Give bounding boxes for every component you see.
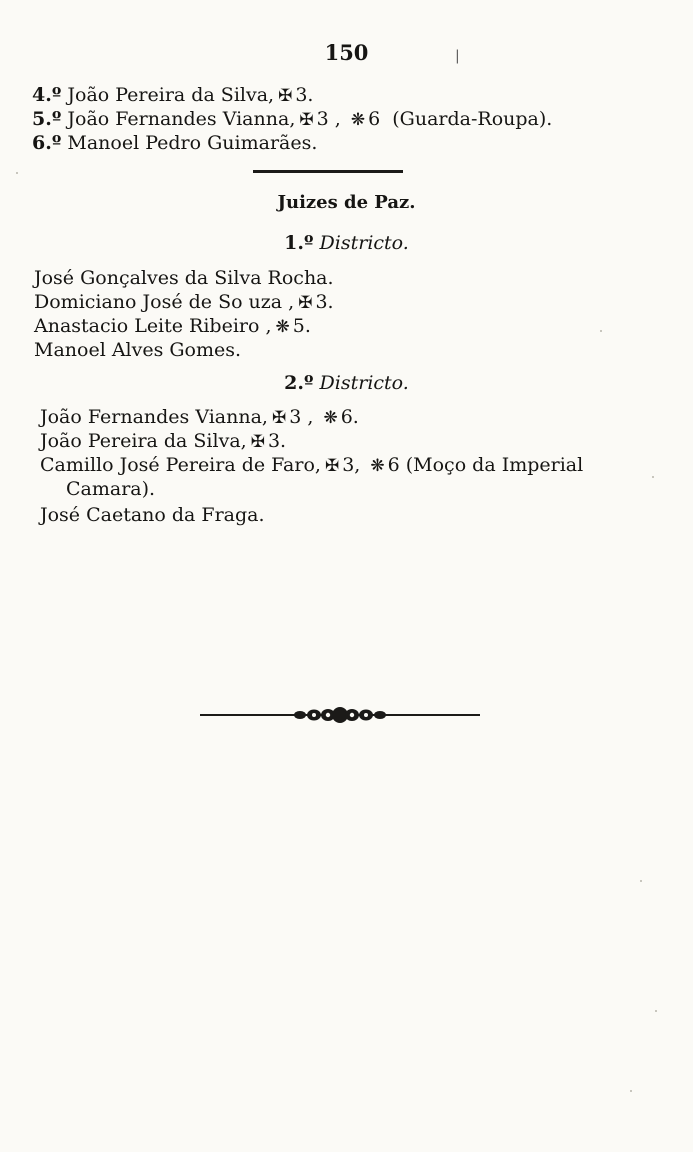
section-divider [253,170,403,173]
cross-icon: ✠ [278,86,293,106]
star-icon: ❋ [350,110,366,130]
district-name: João Fernandes Vianna, ✠ 3 , ❋ 6. [40,406,359,428]
district-name: José Gonçalves da Silva Rocha. [34,267,334,289]
member-line: 5.º João Fernandes Vianna, ✠ 3 , ❋ 6 (Guarda-Roupa). [32,108,553,130]
cross-icon: ✠ [298,293,313,313]
cross-icon: ✠ [299,110,314,130]
district-heading: 2.º Districto. [284,372,409,394]
district-name-continued: Camara). [66,478,156,500]
ornamental-divider [200,705,480,725]
district-name: Manoel Alves Gomes. [34,339,242,361]
member-line: 6.º Manoel Pedro Guimarães. [32,132,318,154]
cross-icon: ✠ [324,456,340,476]
section-title: Juizes de Paz. [277,192,416,213]
page-number: 150 [324,40,369,65]
cross-icon: ✠ [250,432,265,452]
member-line: 4.º João Pereira da Silva, ✠ 3. [32,84,314,106]
star-icon: ❋ [370,456,385,476]
district-name: João Pereira da Silva, ✠ 3. [40,430,287,452]
district-name: Camillo José Pereira de Faro, ✠ 3, ❋ 6 (Moço da Imperial [40,454,584,476]
star-icon: ❋ [275,317,290,337]
district-name: José Caetano da Fraga. [40,504,265,526]
district-name: Domiciano José de So uza , ✠ 3. [34,291,334,313]
district-heading: 1.º Districto. [284,232,409,254]
district-name: Anastacio Leite Ribeiro , ❋ 5. [34,315,311,337]
top-mark: | [455,48,460,64]
cross-icon: ✠ [271,408,287,428]
star-icon: ❋ [323,408,338,428]
